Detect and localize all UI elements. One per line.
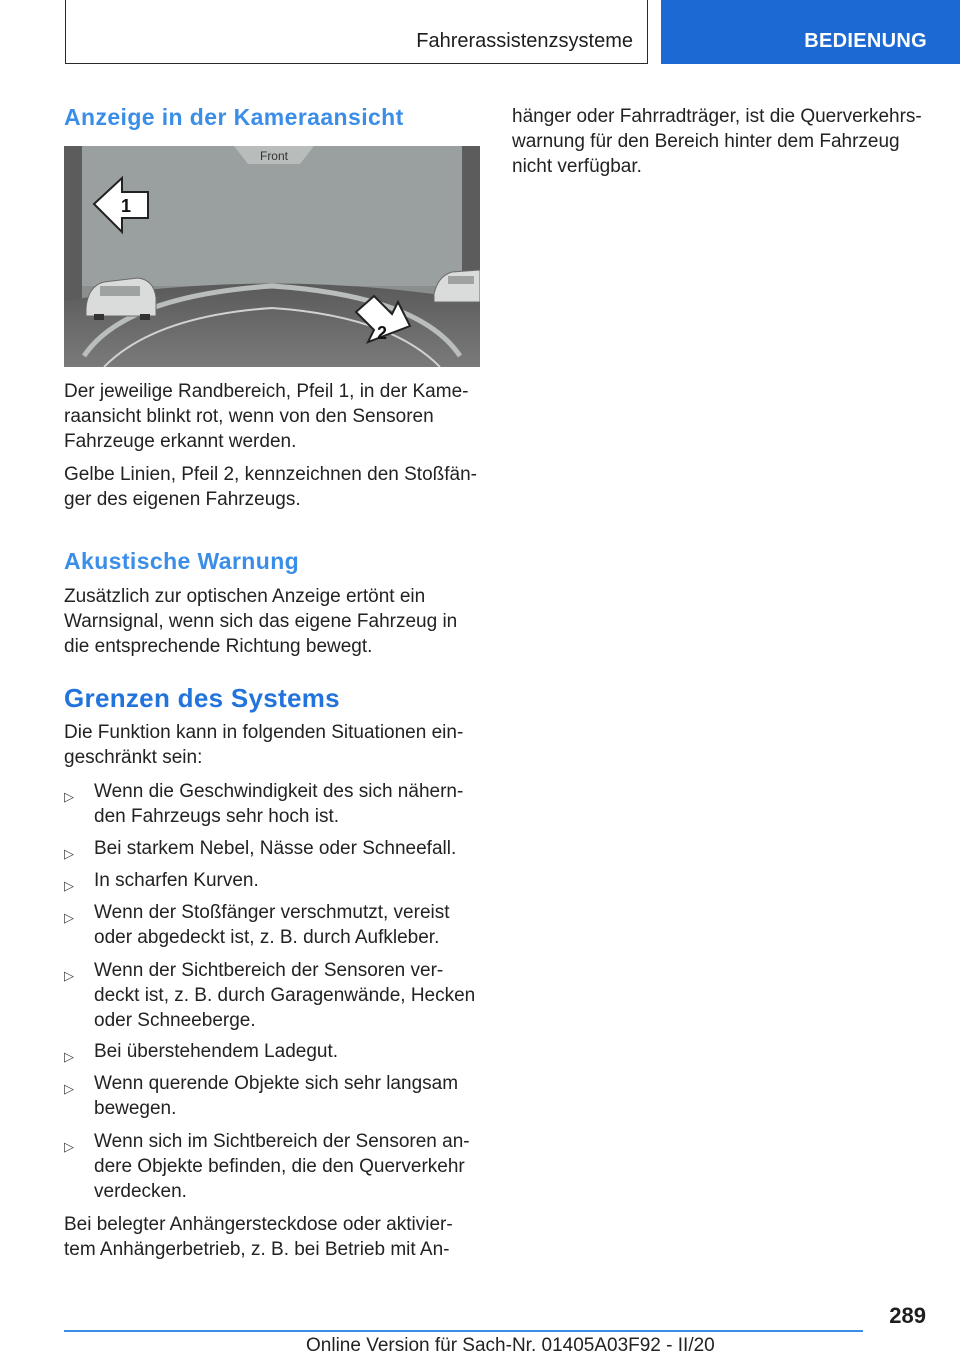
heading-camera-view: Anzeige in der Kameraansicht [64,104,404,130]
paragraph-limits-intro: Die Funktion kann in folgenden Situationen ein‐geschränkt sein: [64,722,464,768]
figure-arrow-1-label: 1 [120,196,132,216]
triangle-bullet-icon: ▷ [64,1139,74,1154]
footer-divider [64,1330,863,1332]
triangle-bullet-icon: ▷ [64,968,74,983]
triangle-bullet-icon: ▷ [64,878,74,893]
figure-arrow-2-label: 2 [376,323,388,343]
paragraph-trailer: Bei belegter Anhängersteckdose oder aktivier‐tem Anhängerbetrieb, z. B. bei Betrieb mit An‐ [64,1214,453,1260]
page-number: 289 [889,1303,926,1328]
triangle-bullet-icon: ▷ [64,846,74,861]
online-version-note: Online Version für Sach-Nr. 01405A03F92 - II/20 [306,1335,715,1356]
heading-acoustic-warning: Akustische Warnung [64,548,300,574]
figure-front-label: Front [259,149,289,163]
heading-system-limits: Grenzen des Systems [64,683,340,713]
paragraph-trailer-continued: hänger oder Fahrradträger, ist die Querverkehrs‐warnung für den Bereich hinter dem Fahrzeug nicht verfügbar. [512,106,922,177]
triangle-bullet-icon: ▷ [64,1049,74,1064]
chapter-title: Fahrerassistenzsysteme [416,30,633,52]
header-section-tab [661,0,960,64]
paragraph-gelbe-linien: Gelbe Linien, Pfeil 2, kennzeichnen den Stoßfän‐ger des eigenen Fahrzeugs. [64,464,477,510]
triangle-bullet-icon: ▷ [64,1081,74,1096]
triangle-bullet-icon: ▷ [64,789,74,804]
bullet-list: ▷ Wenn die Geschwindigkeit des sich nähern‐den Fahrzeugs sehr hoch ist. ▷ Bei starkem Nebel, Nässe oder Schneefall. ▷ In scharfen Kurven. ▷ Wenn der Stoßfänger verschmutzt, vereist oder abgedeckt ist, z. B. durch Aufkleber. ▷ Wenn der Sichtbereich der Sensoren ver‐deckt ist, z. B. durch Garagenwände, Hecken oder Schneeberge. ▷ Bei überstehendem Ladegut. ▷ Wenn querende Objekte sich sehr langsam bewegen. ▷ Wenn sich im Sichtbereich der Sensoren an‐dere Objekte befinden, die den Querverkehr verdecken. [64,781,476,1202]
paragraph-acoustic: Zusätzlich zur optischen Anzeige ertönt ein Warnsignal, wenn sich das eigene Fahrzeug in die entsprechende Richtung bewegt. [64,586,458,657]
triangle-bullet-icon: ▷ [64,910,74,925]
section-label: BEDIENUNG [804,30,927,52]
paragraph-randbereich: Der jeweilige Randbereich, Pfeil 1, in der Kame‐raansicht blinkt rot, wenn von den Sensoren Fahrzeuge erkannt werden. [64,381,469,452]
